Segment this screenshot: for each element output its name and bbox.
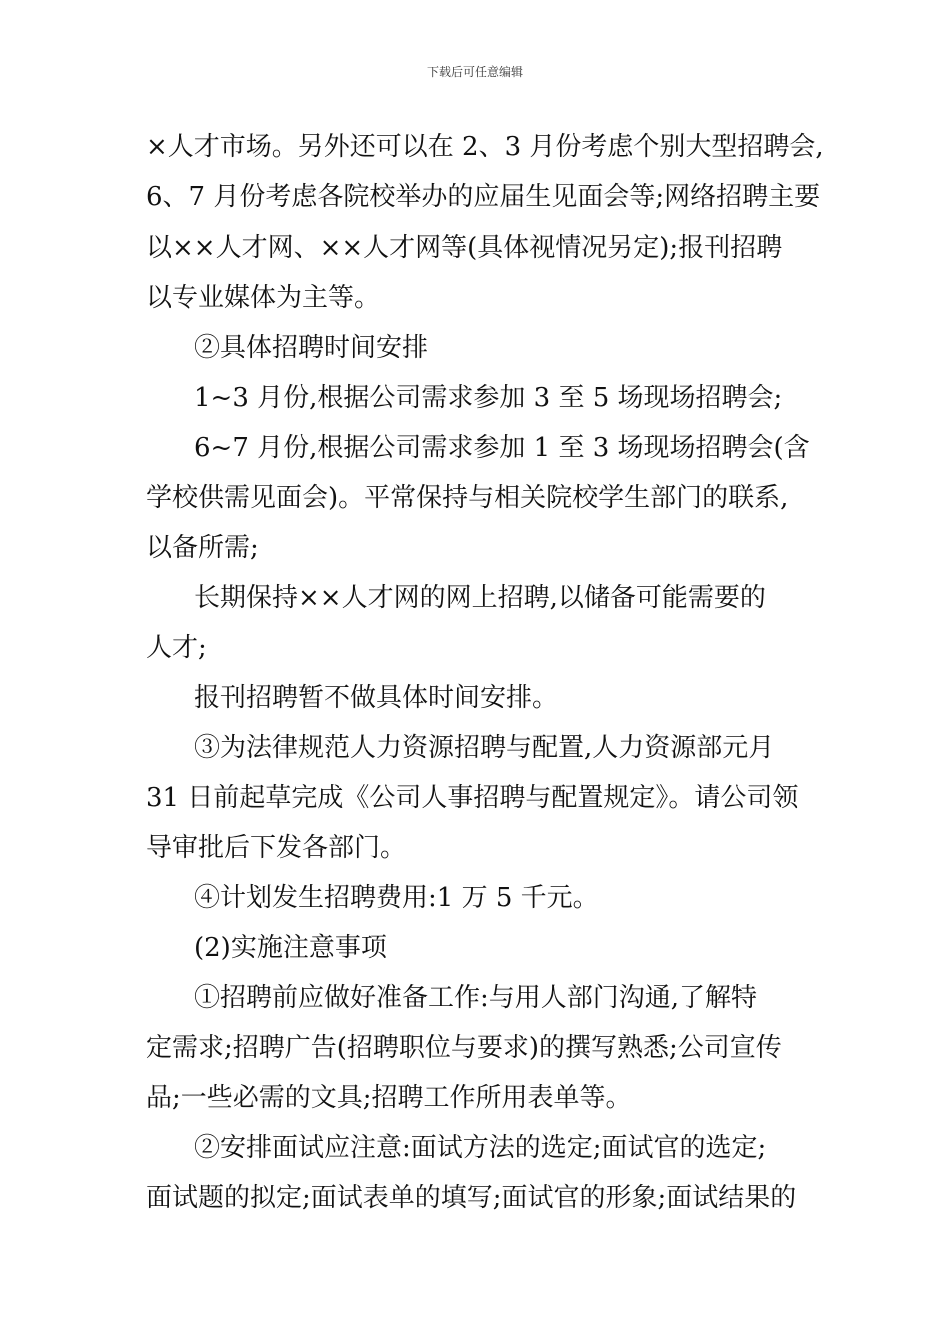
text-line: 1~3 月份,根据公司需求参加 3 至 5 场现场招聘会; [194, 383, 783, 413]
text-line: ③为法律规范人力资源招聘与配置,人力资源部元月 [194, 733, 775, 763]
text-line: (2)实施注意事项 [194, 933, 387, 963]
text-line: ④计划发生招聘费用:1 万 5 千元。 [194, 883, 599, 913]
text-line: 6~7 月份,根据公司需求参加 1 至 3 场现场招聘会(含 [194, 433, 810, 463]
text-line: ②具体招聘时间安排 [194, 333, 429, 363]
text-line: 导审批后下发各部门。 [146, 833, 407, 863]
text-line: 定需求;招聘广告(招聘职位与要求)的撰写熟悉;公司宣传 [146, 1033, 782, 1063]
text-line: 长期保持××人才网的网上招聘,以储备可能需要的 [194, 583, 766, 613]
text-line: 面试题的拟定;面试表单的填写;面试官的形象;面试结果的 [146, 1183, 797, 1213]
text-line: ②安排面试应注意:面试方法的选定;面试官的选定; [194, 1133, 767, 1163]
text-line: 以××人才网、××人才网等(具体视情况另定);报刊招聘 [146, 233, 783, 263]
text-line: 报刊招聘暂不做具体时间安排。 [194, 683, 559, 713]
page-header: 下载后可任意编辑 [426, 65, 523, 79]
text-line: 6、7 月份考虑各院校举办的应届生见面会等;网络招聘主要 [146, 182, 821, 212]
text-line: ①招聘前应做好准备工作:与用人部门沟通,了解特 [194, 983, 758, 1013]
text-line: 以专业媒体为主等。 [146, 283, 381, 313]
text-line: 人才; [146, 633, 207, 663]
text-line: ×人才市场。另外还可以在 2、3 月份考虑个别大型招聘会, [146, 132, 824, 162]
text-line: 以备所需; [146, 533, 259, 563]
text-line: 品;一些必需的文具;招聘工作所用表单等。 [146, 1083, 632, 1113]
text-line: 31 日前起草完成《公司人事招聘与配置规定》。请公司领 [146, 783, 799, 813]
text-line: 学校供需见面会)。平常保持与相关院校学生部门的联系, [146, 483, 789, 513]
